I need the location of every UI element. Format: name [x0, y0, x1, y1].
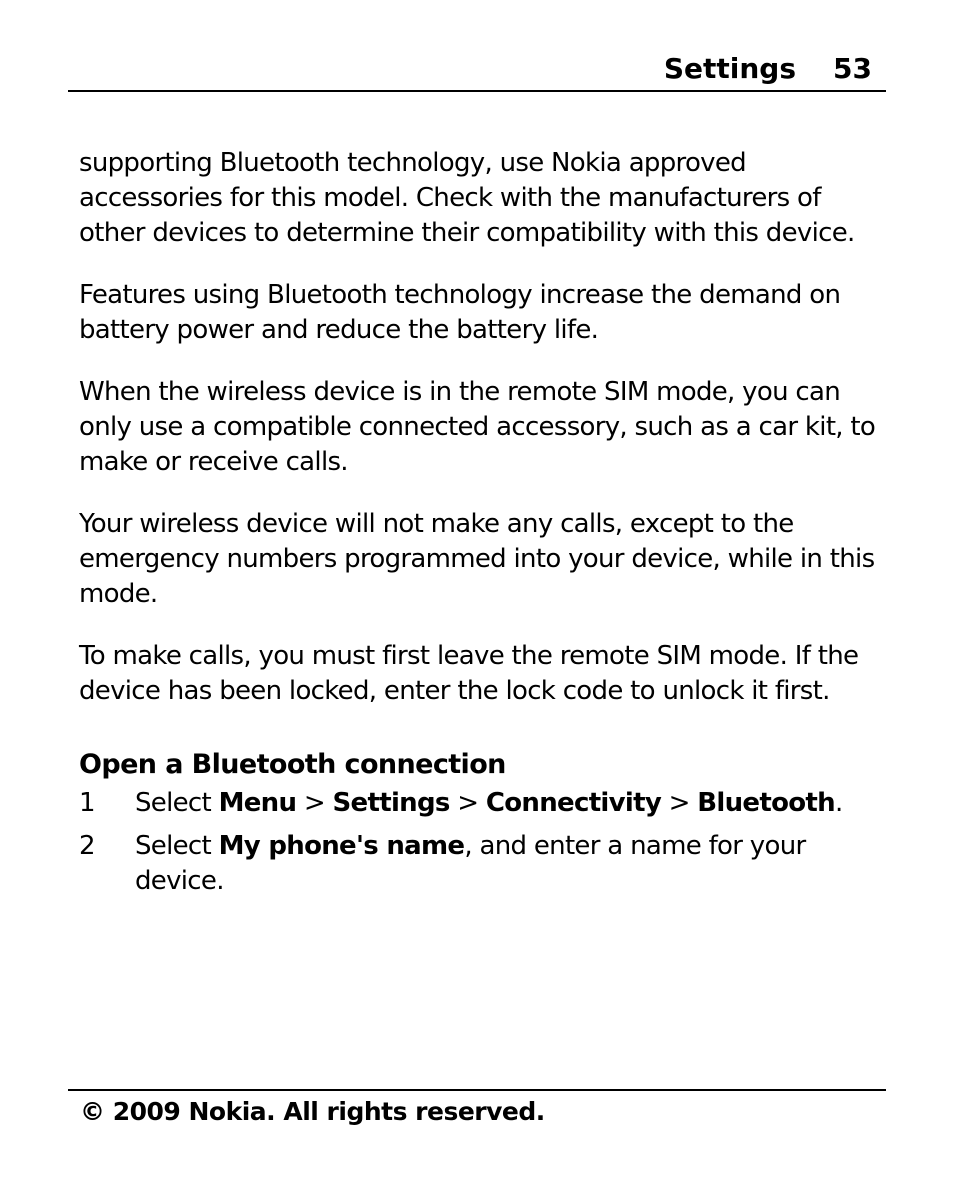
path-separator: >	[661, 788, 698, 818]
page-footer	[68, 1089, 886, 1126]
page-content	[79, 146, 879, 907]
section-heading: Open a Bluetooth connection	[79, 749, 506, 780]
paragraph-calls: Your wireless device will not make any calls, except to the emergency numbers programmed into your device, while in this mode.	[79, 509, 875, 609]
step-item	[79, 786, 879, 821]
step-text-suffix: .	[834, 788, 843, 818]
step-text-prefix: Select	[135, 788, 219, 818]
step-number: 2	[79, 831, 95, 861]
page-number: 53	[833, 52, 872, 85]
menu-path-menu: Menu	[218, 788, 297, 818]
menu-path-connectivity: Connectivity	[485, 788, 662, 818]
menu-path-bluetooth: Bluetooth	[697, 788, 835, 818]
paragraph-unlock: To make calls, you must first leave the remote SIM mode. If the device has been locked, enter the lock code to unlock it first.	[79, 641, 859, 706]
paragraph-remote-sim: When the wireless device is in the remote SIM mode, you can only use a compatible connected accessory, such as a car kit, to make or receive calls.	[79, 377, 876, 477]
page-header	[68, 50, 886, 92]
menu-path-settings: Settings	[332, 788, 450, 818]
step-item	[79, 829, 879, 899]
section-title: Settings	[663, 52, 796, 85]
path-separator: >	[296, 788, 333, 818]
paragraph-compatibility: supporting Bluetooth technology, use Nokia approved accessories for this model. Check with the manufacturers of other devices to determine their compatibility with this device.	[79, 148, 855, 248]
paragraph-battery: Features using Bluetooth technology increase the demand on battery power and reduce the battery life.	[79, 280, 841, 345]
path-separator: >	[449, 788, 486, 818]
steps-list	[79, 786, 879, 899]
option-my-phones-name: My phone's name	[218, 831, 465, 861]
step-text-suffix: , and enter a name for your device.	[135, 831, 806, 896]
step-number: 1	[79, 788, 95, 818]
step-text-prefix: Select	[135, 831, 219, 861]
copyright-notice: © 2009 Nokia. All rights reserved.	[80, 1097, 545, 1126]
